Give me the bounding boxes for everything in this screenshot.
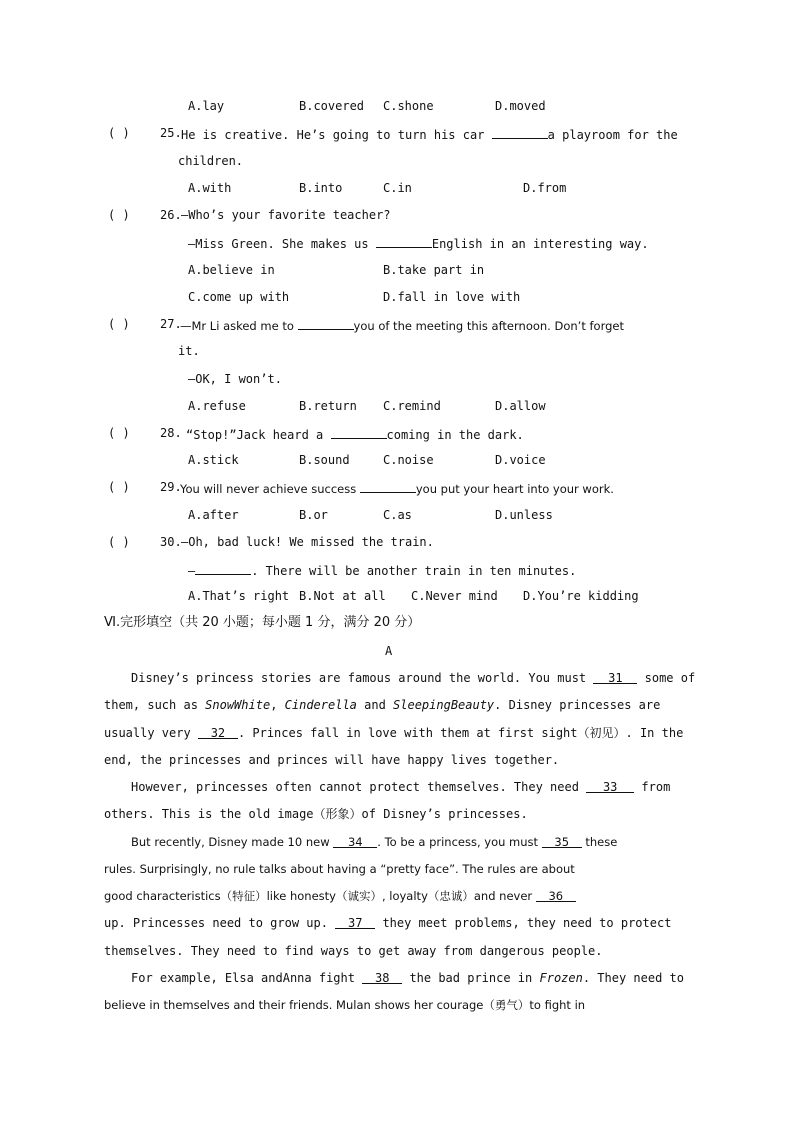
q30-reply [188,561,576,579]
passage-line-12 [131,970,684,986]
q25-option-b: B.into [299,181,343,195]
q29-blank [360,479,416,493]
q28-blank [331,425,387,439]
title-cinderella: Cinderella [284,698,357,712]
q28-option-d: D.voice [495,453,546,467]
passage-text: . Princes fall in love with them at first sight（初见）. In the [237,726,684,740]
q24-option-a: A.lay [188,99,225,113]
q28-text-b: coming in the dark. [386,428,524,442]
q25-option-c: C.in [383,181,412,195]
q26-option-d: D.fall in love with [383,290,521,304]
passage-text: some of [644,671,696,685]
passage-text: good characteristics（特征）like honesty（诚实）, loyalty（忠诚）and never [104,889,533,903]
passage-text: But recently, Disney made 10 new [131,835,330,849]
passage-line-11: themselves. They need to find ways to get away from dangerous people. [104,944,603,958]
q29-option-b: B.or [299,508,328,522]
passage-text: . Disney princesses are [494,698,661,712]
q28-answer-paren[interactable]: ( ) [108,426,130,440]
q29-option-d: D.unless [495,508,553,522]
q30-option-a: A.That’s right [188,589,290,603]
q29-text-a: You will never achieve success [180,482,357,496]
title-frozen: Frozen [539,971,583,985]
q29-number: 29. [160,480,182,494]
q25-option-d: D.from [523,181,567,195]
q28-text-a: “Stop!”Jack heard a [186,428,324,442]
q28-option-c: C.noise [383,453,434,467]
q26-answer-paren[interactable]: ( ) [108,208,130,222]
blank-31[interactable]: 31 [593,670,637,684]
q25-text-3: children. [178,154,244,168]
passage-line-4: end, the princesses and princes will have happy lives together. [104,753,560,767]
passage-line-10 [104,915,671,931]
q28-number: 28. [160,426,182,440]
blank-32[interactable]: 32 [198,725,238,739]
part-label: A [385,644,393,658]
q25-blank [492,125,548,139]
q30-text: —Oh, bad luck! We missed the train. [181,535,434,549]
q29-text-b: you put your heart into your work. [415,482,614,496]
q27-option-a: A.refuse [188,399,246,413]
q25-text-2: a playroom for the [547,128,678,142]
q26-reply [188,234,649,252]
passage-line-7 [131,834,617,850]
passage-text: However, princesses often cannot protect themselves. They need [131,780,579,794]
q25-number: 25. [160,126,182,140]
passage-text: up. Princesses need to grow up. [104,916,328,930]
q27-text-2: it. [178,344,200,358]
passage-line-2 [104,697,660,713]
blank-38[interactable]: 38 [362,970,402,984]
q26-reply-b: English in an interesting way. [431,237,649,251]
passage-text: , [270,698,285,712]
passage-text: them, such as [104,698,198,712]
passage-line-13: believe in themselves and their friends. Mulan shows her courage（勇气）to fight in [104,998,586,1012]
q26-text: —Who’s your favorite teacher? [181,208,391,222]
q26-option-c: C.come up with [188,290,290,304]
q24-option-d: D.moved [495,99,546,113]
q27-reply: —OK, I won’t. [188,372,282,386]
q26-reply-a: —Miss Green. She makes us [188,237,369,251]
passage-line-8: rules. Surprisingly, no rule talks about having a “pretty face”. The rules are about [104,862,575,876]
q24-option-c: C.shone [383,99,434,113]
q26-number: 26. [160,208,182,222]
passage-line-6: others. This is the old image（形象）of Disney’s princesses. [104,807,528,821]
passage-text: usually very [104,726,191,740]
passage-text: the bad prince in [409,971,533,985]
passage-text: they meet problems, they need to protect [382,916,672,930]
blank-35[interactable]: 35 [542,834,582,848]
q27-option-b: B.return [299,399,357,413]
passage-line-9 [104,888,576,904]
passage-line-3 [104,725,683,741]
q27-blank [298,316,354,330]
q27-number: 27. [160,317,182,331]
q30-blank [195,561,251,575]
q26-blank [376,234,432,248]
q30-number: 30. [160,535,182,549]
q27-text-a: —Mr Li asked me to [180,319,294,333]
q28-option-a: A.stick [188,453,239,467]
q25-answer-paren[interactable]: ( ) [108,126,130,140]
q26-option-b: B.take part in [383,263,485,277]
q28-option-b: B.sound [299,453,350,467]
q27-text-b: you of the meeting this afternoon. Don’t forget [353,319,624,333]
section-title: Ⅵ.完形填空（共 20 小题；每小题 1 分，满分 20 分） [104,615,421,630]
passage-text: . To be a princess, you must [377,835,539,849]
blank-36[interactable]: 36 [536,888,576,902]
q27-option-c: C.remind [383,399,441,413]
q27-option-d: D.allow [495,399,546,413]
q29-option-c: C.as [383,508,412,522]
q24-option-b: B.covered [299,99,365,113]
q29-option-a: A.after [188,508,239,522]
title-snow-white: SnowWhite [205,698,271,712]
q25-option-a: A.with [188,181,232,195]
q30-reply-a: — [188,564,196,578]
blank-34[interactable]: 34 [333,834,377,848]
q30-option-c: C.Never mind [411,589,498,603]
passage-line-1 [131,670,695,686]
q30-option-d: D.You’re kidding [523,589,639,603]
blank-37[interactable]: 37 [335,915,375,929]
q29-answer-paren[interactable]: ( ) [108,480,130,494]
q30-reply-b: . There will be another train in ten minutes. [251,564,577,578]
passage-text: Disney’s princess stories are famous around the world. You must [131,671,587,685]
passage-text: For example, Elsa andAnna fight [131,971,355,985]
passage-text: and [356,698,394,712]
blank-33[interactable]: 33 [586,779,634,793]
passage-text: . They need to [582,971,685,985]
q26-option-a: A.believe in [188,263,275,277]
title-sleeping-beauty: SleepingBeauty [393,698,495,712]
q30-answer-paren[interactable]: ( ) [108,535,130,549]
passage-line-5 [131,779,670,795]
passage-text: these [585,835,618,849]
q30-option-b: B.Not at all [299,589,386,603]
q27-answer-paren[interactable]: ( ) [108,317,130,331]
q25-text: He is creative. He’s going to turn his car [181,128,485,142]
passage-text: from [641,780,671,794]
